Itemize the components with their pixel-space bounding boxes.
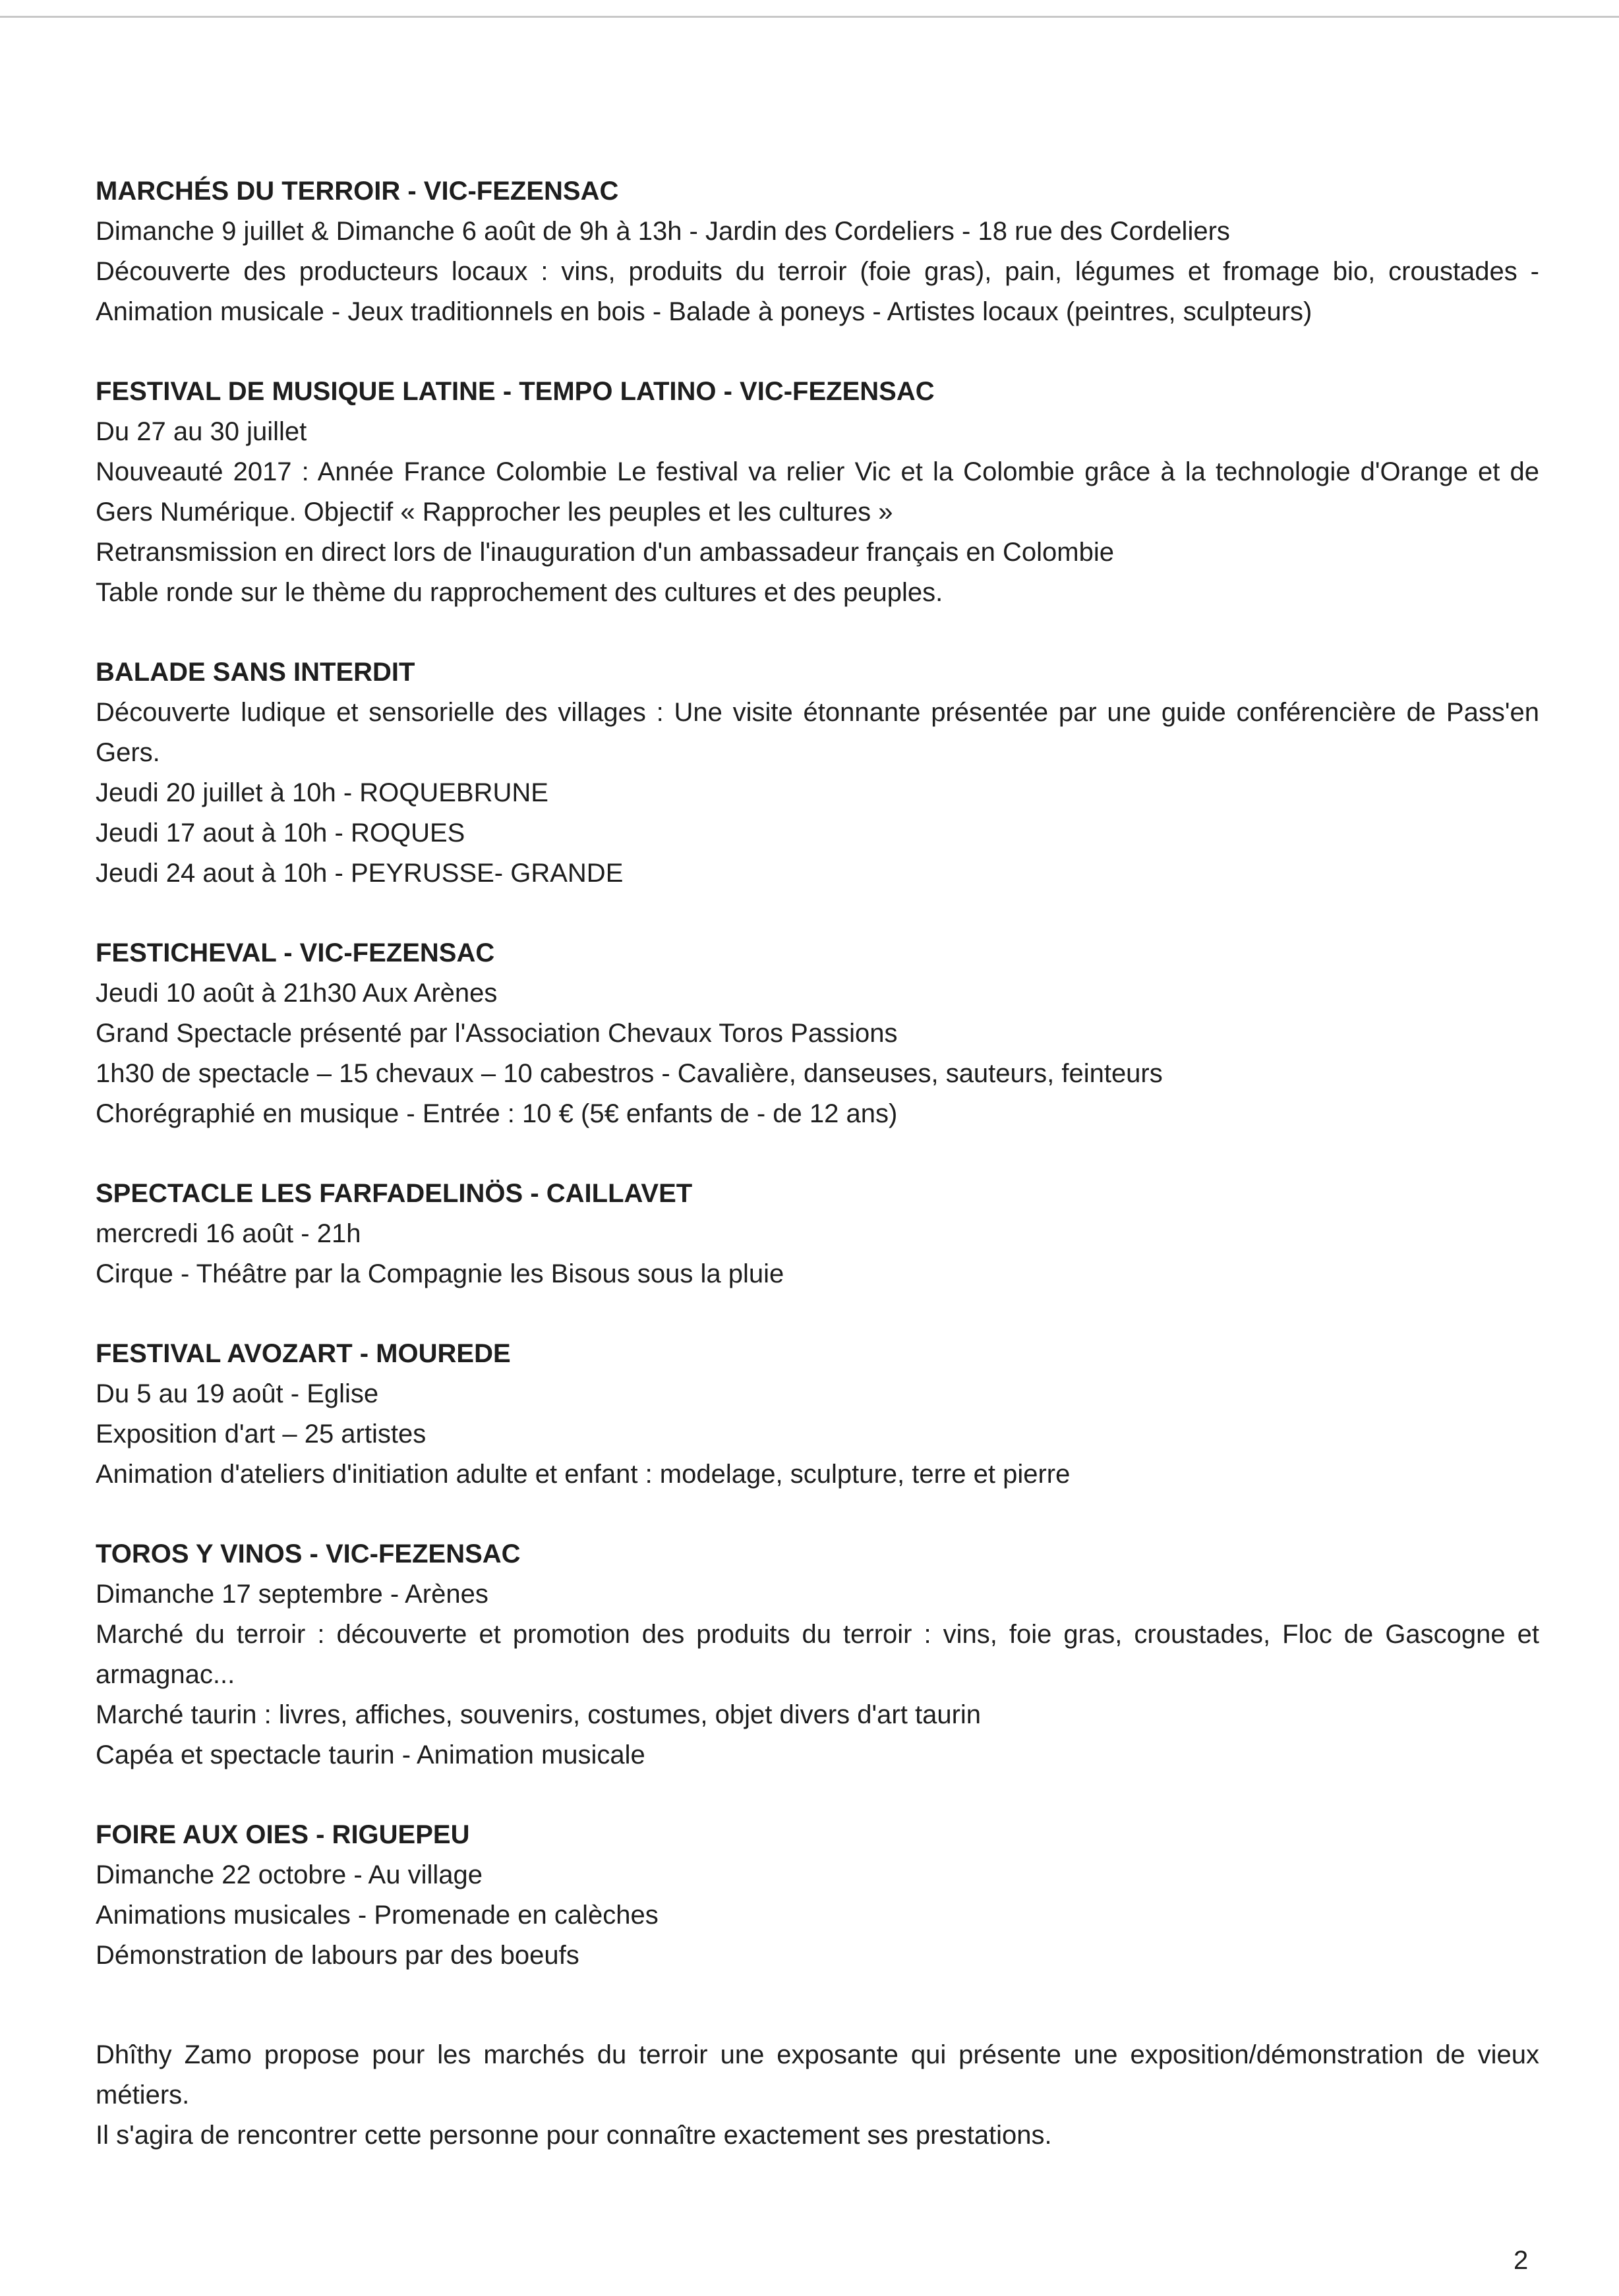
event-detail-line: Animation d'ateliers d'initiation adulte et enfant : modelage, sculpture, terre et pierre bbox=[96, 1460, 1071, 1489]
document-body bbox=[96, 171, 1539, 2156]
event-heading: FOIRE AUX OIES - RIGUEPEU bbox=[96, 1820, 470, 1849]
note-paragraph: Dhîthy Zamo propose pour les marchés du terroir une exposante qui présente une exposition/démonstration de vieux métiers. bbox=[96, 2040, 1539, 2109]
page-number: 2 bbox=[1514, 2246, 1529, 2275]
event-description: Découverte des producteurs locaux : vins, produits du terroir (foie gras), pain, légumes et fromage bio, croustades - Animation musicale - Jeux traditionnels en bois - Balade à poneys - Artistes locaux (peintres, sculpteurs) bbox=[96, 257, 1539, 326]
event-detail-line: Table ronde sur le thème du rapprochement des cultures et des peuples. bbox=[96, 578, 943, 607]
event-heading: SPECTACLE LES FARFADELINÖS - CAILLAVET bbox=[96, 1179, 693, 1208]
event-date-line: Dimanche 17 septembre - Arènes bbox=[96, 1580, 488, 1609]
event-description: Nouveauté 2017 : Année France Colombie Le festival va relier Vic et la Colombie grâce à la technologie d'Orange et de Gers Numérique. Objectif « Rapprocher les peuples et les cultures » bbox=[96, 457, 1539, 527]
event-farfadelinos bbox=[96, 1174, 1539, 1294]
event-date-line: Jeudi 24 aout à 10h - PEYRUSSE- GRANDE bbox=[96, 859, 624, 888]
event-date-line: Du 27 au 30 juillet bbox=[96, 417, 307, 446]
event-avozart bbox=[96, 1334, 1539, 1495]
event-heading: BALADE SANS INTERDIT bbox=[96, 658, 415, 687]
event-tempo-latino bbox=[96, 372, 1539, 613]
event-heading: MARCHÉS DU TERROIR - VIC-FEZENSAC bbox=[96, 177, 619, 206]
event-description: Découverte ludique et sensorielle des villages : Une visite étonnante présentée par une guide conférencière de Pass'en Gers. bbox=[96, 698, 1539, 767]
event-description: Marché du terroir : découverte et promotion des produits du terroir : vins, foie gras, croustades, Floc de Gascogne et armagnac... bbox=[96, 1620, 1539, 1689]
event-date-line: Jeudi 17 aout à 10h - ROQUES bbox=[96, 818, 465, 847]
event-detail-line: Exposition d'art – 25 artistes bbox=[96, 1420, 427, 1449]
event-date-line: mercredi 16 août - 21h bbox=[96, 1219, 361, 1248]
event-date-line: Dimanche 22 octobre - Au village bbox=[96, 1860, 483, 1889]
event-heading: FESTIVAL DE MUSIQUE LATINE - TEMPO LATINO - VIC-FEZENSAC bbox=[96, 377, 935, 406]
event-detail-line: Démonstration de labours par des boeufs bbox=[96, 1941, 579, 1970]
event-marches-du-terroir bbox=[96, 171, 1539, 332]
note-line: Il s'agira de rencontrer cette personne pour connaître exactement ses prestations. bbox=[96, 2121, 1052, 2150]
event-detail-line: Retransmission en direct lors de l'inauguration d'un ambassadeur français en Colombie bbox=[96, 538, 1114, 567]
closing-note bbox=[96, 2035, 1539, 2156]
event-festicheval bbox=[96, 933, 1539, 1134]
event-heading: FESTIVAL AVOZART - MOUREDE bbox=[96, 1339, 511, 1368]
event-detail-line: Capéa et spectacle taurin - Animation musicale bbox=[96, 1740, 645, 1769]
event-toros-y-vinos bbox=[96, 1534, 1539, 1775]
event-heading: FESTICHEVAL - VIC-FEZENSAC bbox=[96, 938, 495, 967]
event-date-line: Dimanche 9 juillet & Dimanche 6 août de 9h à 13h - Jardin des Cordeliers - 18 rue des Cordeliers bbox=[96, 217, 1230, 246]
event-detail-line: Cirque - Théâtre par la Compagnie les Bisous sous la pluie bbox=[96, 1259, 784, 1288]
event-detail-line: Chorégraphié en musique - Entrée : 10 € (5€ enfants de - de 12 ans) bbox=[96, 1099, 898, 1128]
event-balade-sans-interdit bbox=[96, 652, 1539, 894]
event-foire-aux-oies bbox=[96, 1815, 1539, 1976]
event-detail-line: Animations musicales - Promenade en calèches bbox=[96, 1901, 659, 1930]
event-detail-line: 1h30 de spectacle – 15 chevaux – 10 cabestros - Cavalière, danseuses, sauteurs, feinteurs bbox=[96, 1059, 1163, 1088]
event-detail-line: Grand Spectacle présenté par l'Association Chevaux Toros Passions bbox=[96, 1019, 898, 1048]
scan-top-line bbox=[0, 16, 1619, 18]
event-date-line: Du 5 au 19 août - Eglise bbox=[96, 1379, 379, 1408]
event-detail-line: Marché taurin : livres, affiches, souvenirs, costumes, objet divers d'art taurin bbox=[96, 1700, 982, 1729]
event-date-line: Jeudi 20 juillet à 10h - ROQUEBRUNE bbox=[96, 778, 548, 807]
event-date-line: Jeudi 10 août à 21h30 Aux Arènes bbox=[96, 979, 498, 1008]
event-heading: TOROS Y VINOS - VIC-FEZENSAC bbox=[96, 1539, 521, 1568]
